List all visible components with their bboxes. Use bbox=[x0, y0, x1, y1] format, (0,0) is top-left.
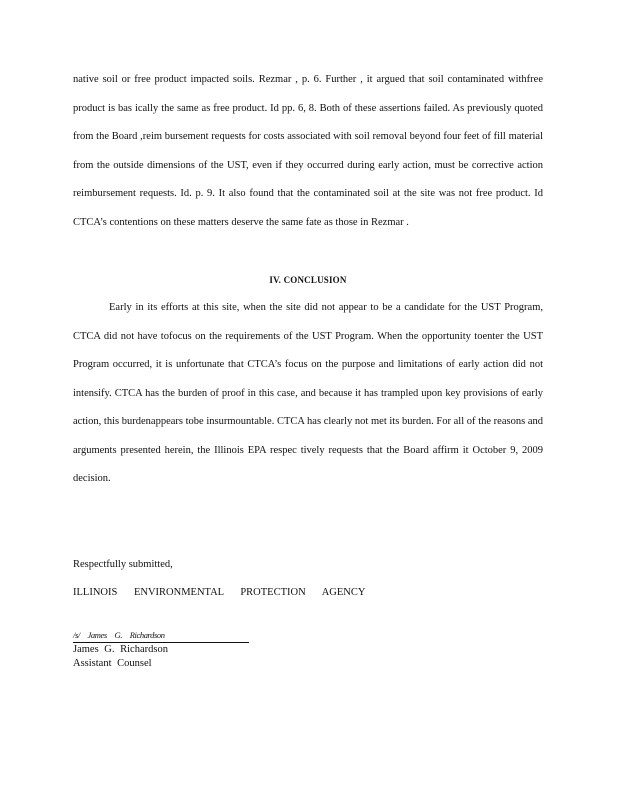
closing-respectfully: Respectfully submitted, bbox=[73, 559, 173, 570]
electronic-signature: /s/ James G. Richardson bbox=[73, 629, 249, 643]
agency-name: ILLINOIS ENVIRONMENTAL PROTECTION AGENCY bbox=[73, 587, 366, 598]
section-heading-conclusion: IV. CONCLUSION bbox=[269, 275, 347, 285]
body-paragraph-2: Early in its efforts at this site, when the site did not appear to be a candidate for the UST Program, CTCA did not have tofocus on the requirements of the UST Program. When the opportunity toenter the UST Program occurred, it is unfortunate that CTCA’s focus on the purpose and limitations of early action did not intensify. CTCA has the burden of proof in this case, and because it has trampled upon key provisions of early action, this burdenappears tobe insurmountable. CTCA has clearly not met its burden. For all of the reasons and arguments presented herein, the Illinois EPA respec tively requests that the Board affirm it October 9, 2009 decision. bbox=[73, 302, 543, 484]
signer-title: Assistant Counsel bbox=[73, 658, 152, 669]
signer-name: James G. Richardson bbox=[73, 644, 168, 655]
body-paragraph-1: native soil or free product impacted soils. Rezmar , p. 6. Further , it argued that soil contaminated withfree product is bas ically the same as free product. Id pp. 6, 8. Both of these assertions failed. As previously quoted from the Board ,reim bursement requests for costs associated with soil removal beyond four feet of fill material from the outside dimensions of the UST, even if they occurred during early action, must be corrective action reimbursement requests. Id. p. 9. It also found that the contaminated soil at the site was not free product. Id CTCA’s contentions on these matters deserve the same fate as those in Rezmar . bbox=[73, 74, 543, 228]
